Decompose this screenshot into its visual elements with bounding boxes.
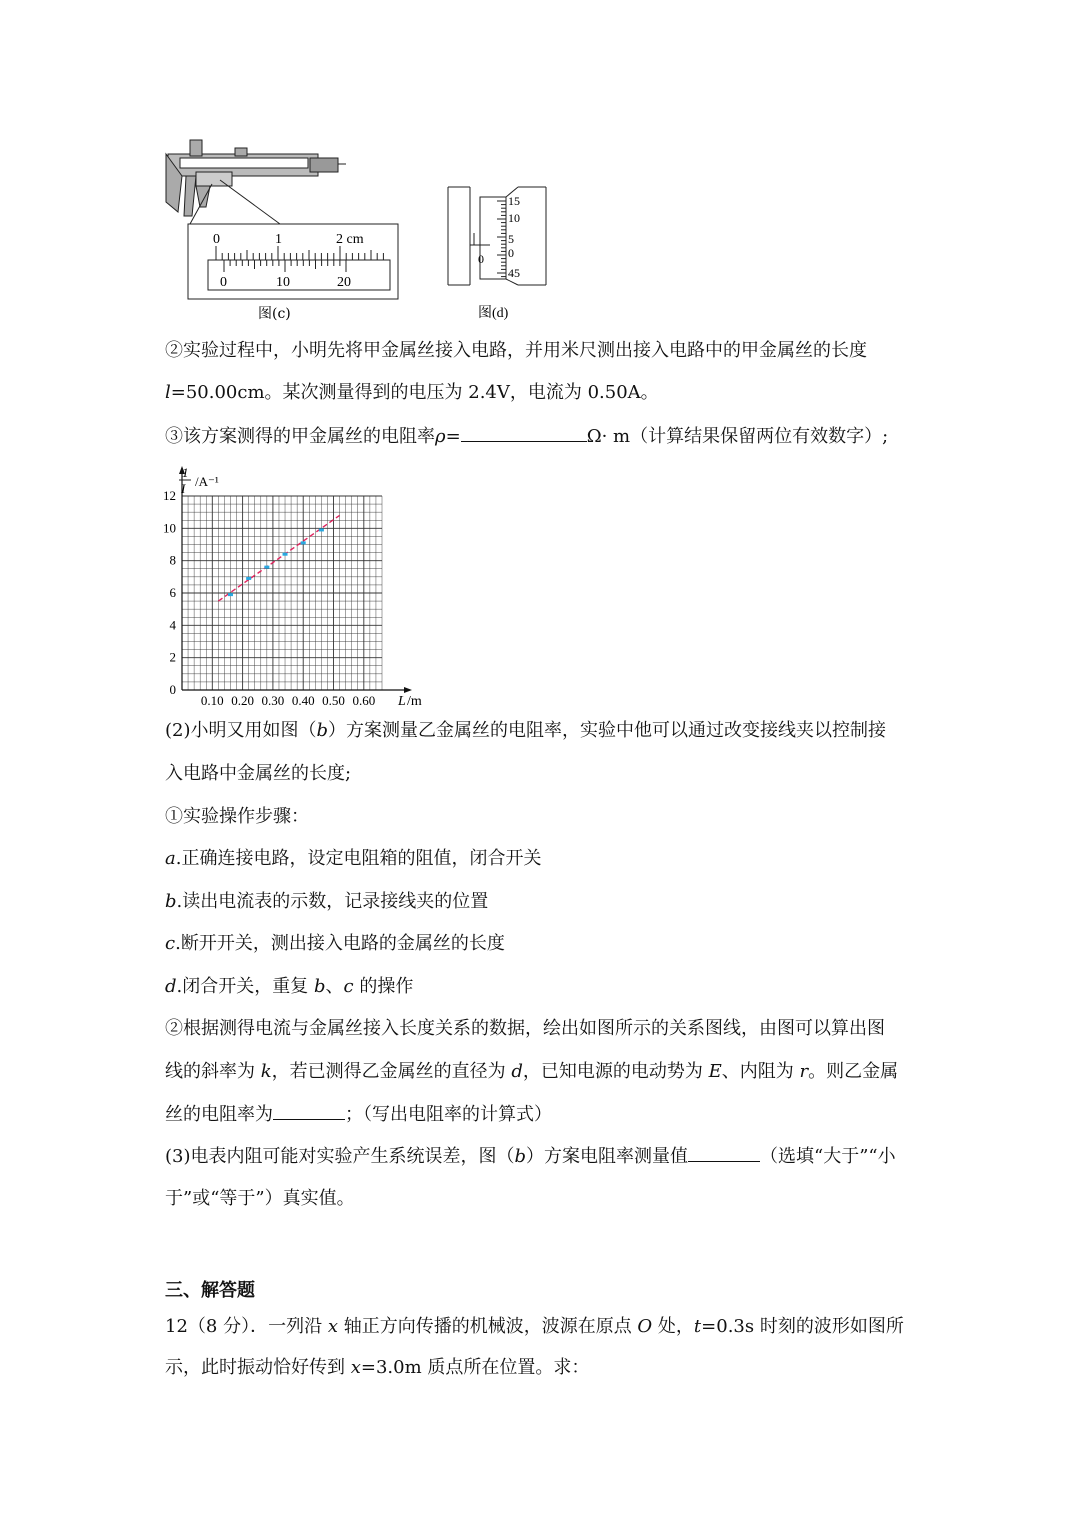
y-tick-label: 4 [169, 617, 176, 633]
vernier-label-10: 10 [276, 275, 290, 290]
part3-line1 [165, 1143, 896, 1170]
q12-l2-t2: =3.0m 质点所在位置。求： [360, 1357, 590, 1378]
x-tick-label: 0.10 [200, 693, 224, 708]
part2-sub2-line1: ②根据测得电流与金属丝接入长度关系的数据，绘出如图所示的关系图线，由图可以算出图 [165, 1018, 885, 1039]
data-point [246, 577, 251, 580]
main-scale-label-0: 0 [213, 232, 220, 247]
y-axis-label [179, 465, 219, 496]
part2-line2: 入电路中金属丝的长度; [165, 763, 352, 784]
q12-t1: 12（8 分）．一列沿 [165, 1316, 328, 1337]
caliper-figure [160, 132, 410, 322]
thimble-label-10: 10 [508, 211, 520, 225]
var-l: l [165, 382, 171, 403]
thimble-label-5: 5 [508, 232, 514, 246]
q12-l2-var-x: x [350, 1357, 361, 1378]
y-label-denominator: I [181, 481, 186, 496]
micrometer-caption: 图(d) [478, 306, 509, 321]
step-c-text: .断开开关，测出接入电路的金属丝的长度 [175, 933, 505, 954]
step-d-text1: .闭合开关，重复 [176, 976, 314, 997]
x-tick-label: 0.20 [231, 693, 254, 708]
var-d: d [511, 1061, 523, 1082]
sub2-t2: ，若已测得乙金属丝的直径为 [271, 1061, 512, 1082]
sub2-t4: 、内阻为 [721, 1061, 800, 1082]
y-tick-label: 10 [163, 520, 176, 536]
vernier-label-0: 0 [220, 275, 227, 290]
data-point [319, 528, 324, 531]
q12-line1 [165, 1314, 904, 1340]
part2-sub2-line2 [165, 1059, 898, 1085]
step-d-letter: d [165, 976, 177, 997]
step2-line1: ②实验过程中，小明先将甲金属丝接入电路，并用米尺测出接入电路中的甲金属丝的长度 [165, 340, 867, 361]
step-c-letter: c [165, 933, 176, 954]
sleeve-label-0: 0 [478, 252, 484, 266]
micrometer-drawing [448, 187, 546, 285]
part2-line1-b: ）方案测量乙金属丝的电阻率，实验中他可以通过改变接线夹以控制接 [328, 720, 887, 741]
main-scale-label-2: 2 cm [336, 232, 364, 247]
caliper-drawing [166, 140, 346, 224]
y-tick-label: 6 [169, 585, 176, 600]
sub2-l3-t1: 丝的电阻率为 [165, 1104, 273, 1125]
y-label-numerator: 1 [182, 465, 189, 480]
part3-t1: (3)电表内阻可能对实验产生系统误差，图（ [165, 1146, 515, 1167]
q12-var-O: O [637, 1316, 653, 1337]
sub2-t5: 。则乙金属 [808, 1061, 899, 1082]
step-d [165, 974, 413, 1000]
thimble-label-15: 15 [508, 194, 520, 208]
part2-sub1: ①实验操作步骤： [165, 806, 309, 827]
x-label-unit: /m [407, 694, 422, 709]
y-tick-label: 8 [169, 552, 176, 568]
sub2-l3-t2: ；（写出电阻率的计算式） [345, 1104, 552, 1125]
caliper-caption: 图(c) [258, 306, 291, 322]
var-rho: ρ [435, 426, 446, 447]
q12-t4: =0.3s 时刻的波形如图所 [701, 1316, 904, 1337]
x-tick-label: 0.40 [291, 693, 315, 708]
answer-blank-compare[interactable] [688, 1143, 760, 1162]
step-a [165, 846, 541, 872]
step-b-letter: b [165, 891, 177, 912]
data-point [301, 541, 306, 544]
step3-equals: = [445, 426, 461, 447]
q12-var-t: t [693, 1316, 702, 1337]
answer-blank-resistivity[interactable] [273, 1101, 345, 1120]
x-label-var: L [398, 694, 406, 709]
part3-t2: ）方案电阻率测量值 [526, 1146, 689, 1167]
q12-t3: 处， [652, 1316, 694, 1337]
main-scale-label-1: 1 [275, 232, 282, 247]
q12-t2: 轴正方向传播的机械波，波源在原点 [337, 1316, 638, 1337]
step2-line2-text: =50.00cm。某次测量得到的电压为 2.4V，电流为 0.50A。 [170, 382, 659, 403]
step-b-text: .读出电流表的示数，记录接线夹的位置 [176, 891, 489, 912]
step-a-letter: a [165, 848, 176, 869]
thimble-label-0: 0 [508, 246, 514, 260]
y-tick-label: 0 [169, 682, 176, 697]
data-point [283, 553, 288, 556]
part2-line1 [165, 718, 886, 744]
step-b [165, 889, 488, 915]
thimble-ticks [497, 201, 506, 277]
part3-t3: （选填“大于”“小 [760, 1146, 896, 1167]
vernier-label-20: 20 [337, 275, 351, 290]
y-tick-label: 12 [163, 488, 176, 503]
section-heading: 三、解答题 [165, 1280, 255, 1301]
y-label-unit: /A⁻¹ [195, 474, 219, 489]
var-b: b [316, 720, 329, 741]
x-tick-label: 0.30 [261, 693, 285, 708]
q12-l2-t1: 示，此时振动恰好传到 [165, 1357, 351, 1378]
sub2-t1: 线的斜率为 [165, 1061, 261, 1082]
step3-unit: Ω· m（计算结果保留两位有效数字）; [586, 426, 889, 447]
x-axis-arrow [404, 687, 412, 693]
sub2-t3: ，已知电源的电动势为 [522, 1061, 709, 1082]
y-tick-label: 2 [169, 649, 176, 665]
data-point [264, 566, 269, 569]
part3-var-b: b [514, 1146, 527, 1167]
var-r: r [799, 1061, 809, 1082]
step-d-c: c [343, 976, 354, 997]
x-axis-label [397, 694, 422, 709]
step-d-b: b [313, 976, 326, 997]
part2-sub2-line3 [165, 1101, 552, 1128]
step3-line [165, 423, 888, 450]
part3-line2: 于”或“等于”）真实值。 [165, 1188, 355, 1209]
var-k: k [260, 1061, 272, 1082]
micrometer-figure [440, 185, 560, 325]
step3-text: ③该方案测得的甲金属丝的电阻率 [165, 426, 435, 447]
part2-line1-a: (2)小明又用如图（ [165, 720, 317, 741]
q12-line2 [165, 1355, 589, 1381]
step-a-text: .正确连接电路，设定电阻箱的阻值，闭合开关 [175, 848, 542, 869]
step2-line2 [165, 380, 659, 406]
q12-var-x: x [327, 1316, 338, 1337]
step-c [165, 931, 505, 957]
var-E: E [708, 1061, 722, 1082]
step-d-text2: 的操作 [353, 976, 414, 997]
thimble-label-45: 45 [508, 266, 520, 280]
answer-blank-rho[interactable] [461, 423, 587, 442]
data-point [228, 593, 233, 596]
x-tick-label: 0.60 [352, 693, 376, 708]
step-d-sep: 、 [325, 976, 344, 997]
chart-grid [182, 496, 382, 690]
x-tick-label: 0.50 [322, 693, 345, 708]
graph-chart [158, 460, 448, 710]
